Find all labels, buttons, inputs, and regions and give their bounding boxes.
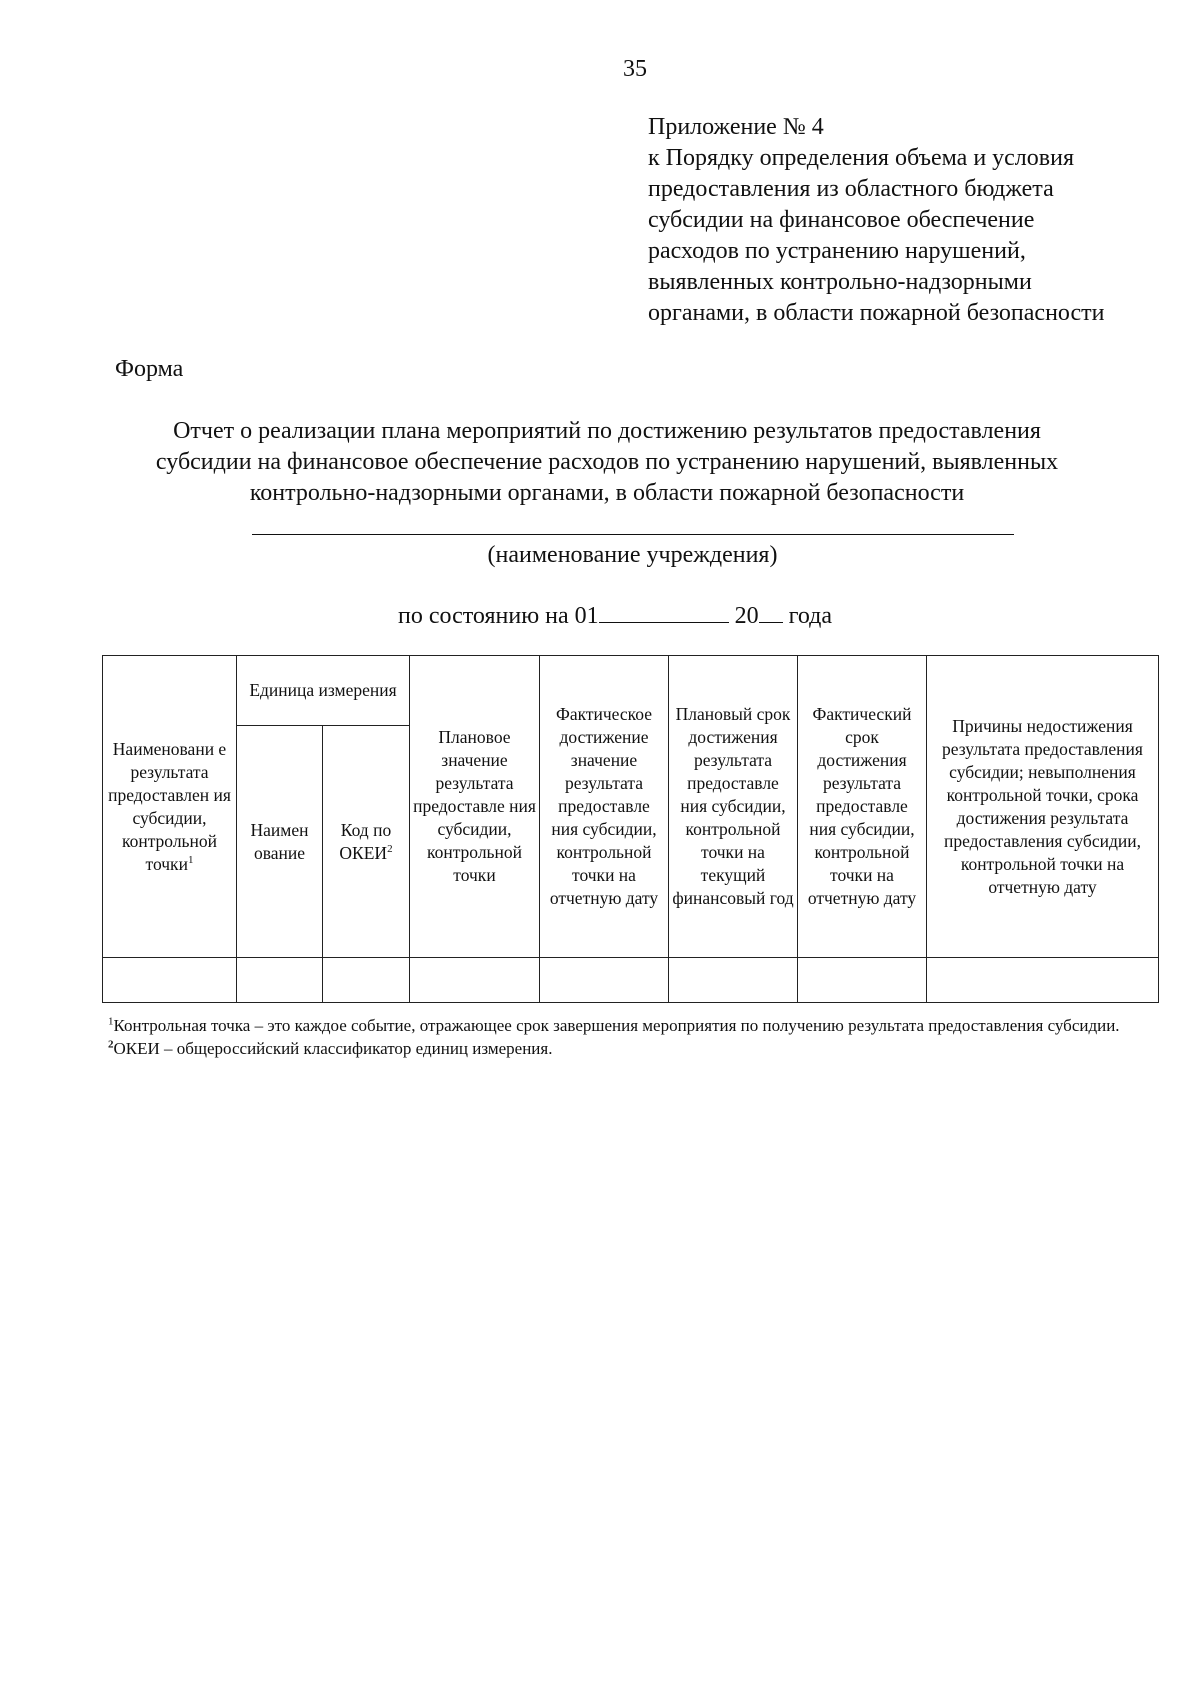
appendix-line: к Порядку определения объема и условия: [648, 145, 1074, 171]
report-table: [102, 655, 1159, 1003]
title-line: Отчет о реализации плана мероприятий по достижению результатов предоставления: [173, 418, 1041, 444]
footnotes: [108, 1014, 1158, 1060]
status-prefix: по состоянию на 01: [398, 603, 599, 629]
header-planned-term: Плановый срок достижения результата предоставле ния субсидии, контрольной точки на текущий финансовый год: [669, 656, 798, 958]
appendix-line: выявленных контрольно-надзорными: [648, 269, 1032, 295]
appendix-line: Приложение № 4: [648, 114, 824, 140]
appendix-line: органами, в области пожарной безопасности: [648, 300, 1105, 326]
table-cell[interactable]: [669, 958, 798, 1003]
appendix-line: предоставления из областного бюджета: [648, 176, 1054, 202]
header-planned-value: Плановое значение результата предоставле ния субсидии, контрольной точки: [410, 656, 540, 958]
header-reasons: Причины недостижения результата предоставления субсидии; невыполнения контрольной точки, срока достижения результата предоставления субсидии, контрольной точки на отчетную дату: [927, 656, 1159, 958]
footnote: $^1$Контрольная точка – это каждое событие, отражающее срок завершения мероприятия по получению результата предоставления субсидии.: [108, 1015, 1120, 1035]
table-cell[interactable]: [237, 958, 323, 1003]
appendix-line: расходов по устранению нарушений,: [648, 238, 1026, 264]
header-unit-name: Наимен ование: [237, 726, 323, 958]
status-year-prefix: 20: [734, 603, 759, 629]
header-actual-value: Фактическое достижение значение результата предоставле ния субсидии, контрольной точки на отчетную дату: [540, 656, 669, 958]
institution-name-field[interactable]: [252, 534, 1014, 535]
form-label: Форма: [115, 356, 184, 382]
appendix-header: [648, 112, 1168, 329]
footnote: $^2$ОКЕИ – общероссийский классификатор единиц измерения.: [108, 1038, 553, 1058]
header-result-name: Наименовани е результата предоставлен ия субсидии, контрольной точки$^1$: [103, 656, 237, 958]
year-field[interactable]: [759, 600, 783, 623]
table-row: [103, 958, 1159, 1003]
table-cell[interactable]: [540, 958, 669, 1003]
institution-name-caption: (наименование учреждения): [487, 542, 778, 568]
status-date-line: [398, 600, 832, 630]
header-unit-group: Единица измерения: [237, 656, 410, 726]
appendix-line: субсидии на финансовое обеспечение: [648, 207, 1035, 233]
month-field[interactable]: [599, 600, 729, 623]
report-title: [0, 416, 1200, 509]
table-cell[interactable]: [410, 958, 540, 1003]
status-suffix: года: [788, 603, 833, 629]
table-cell[interactable]: [927, 958, 1159, 1003]
table-cell[interactable]: [323, 958, 410, 1003]
table-header-row: [103, 656, 1159, 726]
title-line: контрольно-надзорными органами, в области пожарной безопасности: [249, 480, 965, 506]
header-unit-code: Код по ОКЕИ$^2$: [323, 726, 410, 958]
page-number: 35: [623, 56, 647, 82]
title-line: субсидии на финансовое обеспечение расходов по устранению нарушений, выявленных: [155, 449, 1059, 475]
header-actual-term: Фактический срок достижения результата предоставле ния субсидии, контрольной точки на отчетную дату: [798, 656, 927, 958]
table-cell[interactable]: [798, 958, 927, 1003]
table-cell[interactable]: [103, 958, 237, 1003]
